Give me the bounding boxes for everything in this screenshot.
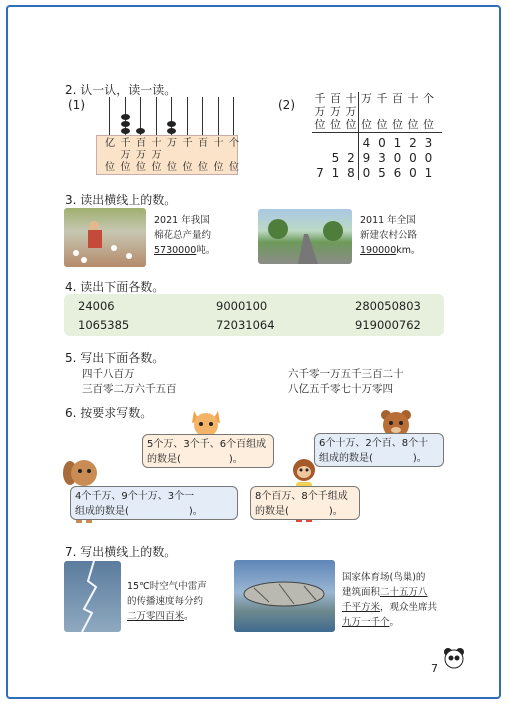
q7-right-line2-underlined: 二十五万八 <box>380 587 428 598</box>
q7-right-line4-underlined: 九万一千个 <box>342 617 390 628</box>
abacus-place-label: 个 <box>229 138 239 149</box>
q5-item: 四千八百万 <box>82 368 135 380</box>
place-value-digit: 5 <box>331 151 340 165</box>
abacus-place-label: 万 <box>151 150 162 161</box>
q6-bubble-3 <box>70 486 238 520</box>
abacus-place-label: 位 <box>120 162 131 173</box>
q3-right-line2: 新建农村公路 <box>360 230 418 241</box>
place-value-digit: 4 <box>362 136 371 150</box>
abacus-place-label: 百 <box>136 138 146 149</box>
q3-left-caption <box>154 213 215 258</box>
place-value-header: 十 <box>407 92 419 105</box>
abacus-place-label: 十 <box>213 138 224 149</box>
q4-number: 280050803 <box>355 299 421 313</box>
place-value-table <box>312 92 442 180</box>
abacus-rod <box>187 97 188 137</box>
q5-item: 三百零二万六千五百 <box>82 383 177 395</box>
abacus-place-label: 万 <box>136 150 146 161</box>
birds-nest-stadium-photo <box>234 560 335 632</box>
abacus-place-label: 位 <box>213 162 224 173</box>
q6-b4-line1: 8个百万、8个千组成 <box>255 491 348 502</box>
q4-number: 24006 <box>78 299 115 313</box>
place-value-digit: 7 <box>316 166 324 180</box>
q2-heading: 2. 认一认，读一读。 <box>65 83 177 97</box>
q3-right-caption <box>360 213 421 258</box>
place-value-header: 位 <box>361 118 372 131</box>
abacus-bead <box>136 128 145 134</box>
place-value-digit: 9 <box>362 151 371 165</box>
abacus-place-label: 位 <box>167 162 177 173</box>
q3-right-line1: 2011 年全国 <box>360 215 416 226</box>
abacus-place-label: 位 <box>136 162 146 173</box>
q3-left-line1: 2021 年我国 <box>154 215 210 226</box>
q5-item: 六千零一万五千三百二十 <box>288 368 404 380</box>
place-value-digit: 2 <box>347 151 355 165</box>
abacus-place-label: 位 <box>105 162 115 173</box>
place-value-digit: 1 <box>424 166 433 180</box>
q6-heading: 6. 按要求写数。 <box>65 406 153 420</box>
table-divider <box>358 92 359 180</box>
place-value-header: 个 <box>423 92 434 105</box>
q4-number-panel <box>64 294 444 336</box>
place-value-digit: 0 <box>393 151 402 165</box>
q7-left-caption <box>127 579 207 624</box>
abacus-bead <box>121 114 130 120</box>
q6-b4-close: )。 <box>328 506 343 517</box>
abacus-bead <box>121 121 130 127</box>
q4-number: 72031064 <box>216 318 275 332</box>
abacus-rod <box>202 97 203 137</box>
abacus-rod <box>156 97 157 137</box>
place-value-header: 百 <box>330 92 341 105</box>
place-value-header: 位 <box>345 118 357 131</box>
q6-b2-line1: 6个十万、2个百、8个十 <box>319 438 429 449</box>
place-value-header: 万 <box>361 92 372 105</box>
q7-right-line1: 国家体育场(鸟巢)的 <box>342 572 426 583</box>
q6-bubble-1 <box>142 434 274 468</box>
q7-left-end: 。 <box>184 611 194 622</box>
abacus-place-label: 位 <box>229 162 239 173</box>
abacus-place-label: 千 <box>120 138 131 149</box>
q6-bubble-4 <box>250 486 360 520</box>
q4-heading: 4. 读出下面各数。 <box>65 280 165 294</box>
q7-right-line3-text: ，观众坐席共 <box>380 602 438 613</box>
abacus-place-label: 位 <box>182 162 193 173</box>
q4-number: 1065385 <box>78 318 130 332</box>
abacus-rod <box>218 97 219 137</box>
place-value-header: 位 <box>330 118 341 131</box>
cotton-picker-illustration <box>64 208 146 267</box>
place-value-digit: 0 <box>424 151 433 165</box>
road-illustration <box>258 209 352 264</box>
place-value-digit: 3 <box>424 136 433 150</box>
abacus-place-label: 亿 <box>105 138 115 149</box>
q7-left-line1: 15℃时空气中雷声 <box>127 581 207 592</box>
q4-number: 9000100 <box>216 299 268 313</box>
place-value-header: 百 <box>392 92 403 105</box>
q6-b1-close: )。 <box>228 454 243 465</box>
q3-heading: 3. 读出横线上的数。 <box>65 193 177 207</box>
place-value-digit: 6 <box>393 166 402 180</box>
place-value-digit: 5 <box>378 166 386 180</box>
abacus-place-label: 位 <box>151 162 162 173</box>
q7-right-line2-text: 建筑面积 <box>342 587 381 598</box>
q6-b4-prompt: 的数是( <box>255 506 289 517</box>
abacus-bead <box>121 128 130 134</box>
q3-right-unit: km。 <box>396 245 421 256</box>
abacus-place-label: 万 <box>120 150 131 161</box>
abacus-place-label: 千 <box>182 138 193 149</box>
place-value-header: 十 <box>345 92 357 105</box>
place-value-digit: 0 <box>409 166 417 180</box>
abacus-place-label: 百 <box>198 138 208 149</box>
q3-left-unit: 吨。 <box>196 245 216 256</box>
abacus-bead <box>167 121 176 127</box>
place-value-header: 万 <box>314 105 326 118</box>
place-value-header: 万 <box>330 105 341 118</box>
q3-right-number: 190000 <box>360 245 397 256</box>
place-value-digit: 0 <box>409 151 417 165</box>
abacus-place-label: 位 <box>198 162 208 173</box>
q3-left-line2: 棉花总产量约 <box>154 230 212 241</box>
place-value-header: 位 <box>376 118 388 131</box>
place-value-header: 位 <box>392 118 403 131</box>
abacus-place-label: 万 <box>167 138 177 149</box>
place-value-header: 位 <box>407 118 419 131</box>
q2-part2-label: (2) <box>278 98 295 112</box>
lightning-photo <box>64 561 121 632</box>
abacus-place-label: 十 <box>151 138 162 149</box>
q7-left-line2: 的传播速度每分约 <box>127 596 204 607</box>
place-value-header: 位 <box>314 118 326 131</box>
abacus-rod <box>109 97 110 137</box>
place-value-digit: 3 <box>378 151 386 165</box>
q5-item: 八亿五千零七十万零四 <box>288 383 393 395</box>
q4-number: 919000762 <box>355 318 421 332</box>
panda-icon <box>442 646 466 670</box>
lightning-bolt-illustration <box>64 561 121 632</box>
q7-heading: 7. 写出横线上的数。 <box>65 545 177 559</box>
q7-right-line4-end: 。 <box>389 617 400 628</box>
q7-right-caption <box>342 570 437 630</box>
q6-b3-prompt: 组成的数是( <box>75 506 129 517</box>
q6-b2-prompt: 组成的数是( <box>319 453 373 464</box>
q5-heading: 5. 写出下面各数。 <box>65 351 165 365</box>
abacus-bead <box>167 128 176 134</box>
rural-road-photo <box>258 209 352 264</box>
cotton-field-photo <box>64 208 146 267</box>
place-value-header: 千 <box>376 92 388 105</box>
place-value-digit: 1 <box>331 166 340 180</box>
abacus <box>96 95 238 177</box>
place-value-header: 万 <box>345 105 357 118</box>
place-value-digit: 8 <box>347 166 355 180</box>
q7-right-line3-underlined: 千平方米 <box>342 602 381 613</box>
q3-left-number: 5730000 <box>154 245 197 256</box>
q2-part1-label: (1) <box>68 98 85 112</box>
stadium-illustration <box>234 560 335 632</box>
place-value-digit: 0 <box>362 166 371 180</box>
q7-left-underlined: 二万零四百米 <box>127 611 185 622</box>
q6-b2-close: )。 <box>412 453 427 464</box>
q6-b3-close: )。 <box>188 506 203 517</box>
place-value-header: 千 <box>314 92 326 105</box>
abacus-rod <box>233 97 234 137</box>
place-value-digit: 1 <box>393 136 402 150</box>
q6-b1-line1: 5个万、3个千、6个百组成 <box>147 439 267 450</box>
table-rule <box>312 132 442 133</box>
place-value-header: 位 <box>423 118 434 131</box>
q6-b3-line1: 4个千万、9个十万、3个一 <box>75 491 195 502</box>
place-value-digit: 2 <box>409 136 417 150</box>
q6-bubble-2 <box>314 433 444 467</box>
place-value-digit: 0 <box>378 136 386 150</box>
q6-b1-prompt: 的数是( <box>147 454 181 465</box>
page-number: 7 <box>431 662 438 675</box>
